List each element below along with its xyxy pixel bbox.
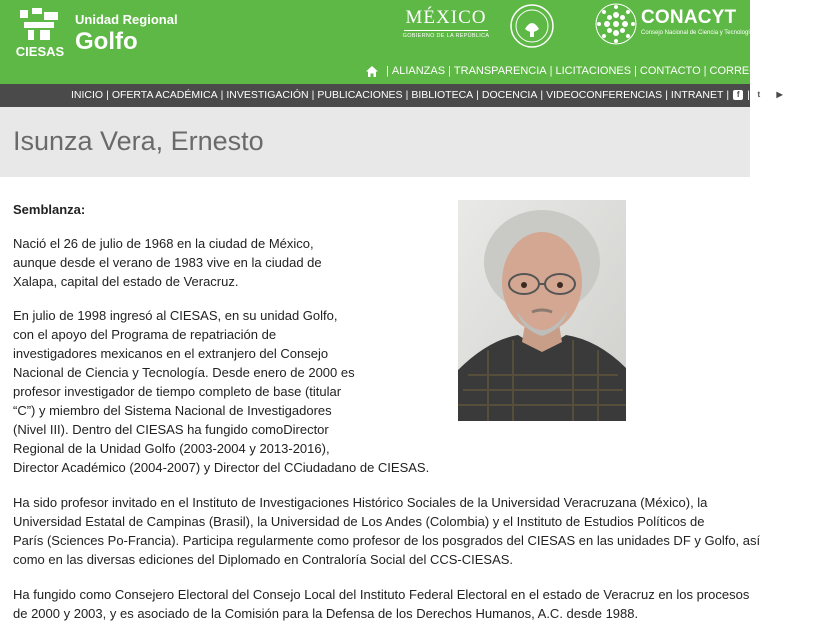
conacyt-title: CONACYT [641, 7, 737, 28]
separator: | [726, 89, 730, 101]
mexico-title: MÉXICO [405, 7, 487, 28]
top-link-alianzas[interactable]: ALIANZAS [391, 65, 446, 77]
svg-text:CIESAS: CIESAS [15, 44, 65, 59]
separator: | [311, 89, 315, 101]
mexico-subtitle: GOBIERNO DE LA REPÚBLICA [402, 33, 490, 39]
text-line: Ha sido profesor invitado en el Instituto de Investigaciones Histórico Sociales de la Universidad Veracruzana (México), la [13, 495, 708, 510]
gobierno-mexico-logo[interactable] [400, 8, 492, 40]
page-title: Isunza Vera, Ernesto [13, 126, 264, 156]
separator: | [767, 89, 771, 101]
separator: | [703, 65, 707, 77]
unit-title: Golfo [75, 28, 138, 55]
separator: | [220, 89, 224, 101]
separator: | [106, 89, 109, 101]
text-line: como en las diversas ediciones del Diplomado en Contraloría Social del CCS-CIESAS. [13, 552, 514, 567]
nav-docencia[interactable]: DOCENCIA [481, 89, 538, 101]
text-line: aunque desde el verano de 1983 vive en la ciudad de [13, 255, 322, 270]
section-label: Semblanza: [13, 202, 86, 217]
text-line: Universidad Estatal de Campinas (Brasil), la Universidad de Los Andes (Colombia) y el Instituto de Estudios Políticos de [13, 514, 705, 529]
portrait-photo [458, 200, 626, 421]
nav-biblioteca[interactable]: BIBLIOTECA [411, 89, 474, 101]
site-header [0, 0, 811, 84]
home-icon[interactable] [366, 66, 378, 77]
separator: | [634, 65, 637, 77]
national-seal-icon [509, 3, 555, 49]
nav-intranet[interactable]: INTRANET [670, 89, 724, 101]
conacyt-logo-icon[interactable] [595, 3, 637, 45]
nav-blog[interactable]: BLOG [794, 89, 824, 101]
text-line: Nacional de Ciencia y Tecnología. Desde enero de 2000 es [13, 365, 355, 380]
separator: | [448, 65, 451, 77]
text-line: Director Académico (2004-2007) y Director del CCiudadano de CIESAS. [13, 460, 430, 475]
text-line: París (Sciences Po-Francia). Participa regularmente como profesor de los posgrados del CIESAS en las unidades DF y Golfo, así [13, 533, 761, 548]
nav-investigacion[interactable]: INVESTIGACIÓN [226, 89, 309, 101]
unit-subtitle: Unidad Regional [75, 12, 178, 27]
separator: | [788, 89, 792, 101]
mexico-divider [404, 30, 488, 31]
top-links-bar [366, 65, 810, 77]
separator: | [405, 89, 409, 101]
text-line: profesor investigador de tiempo completo de base (titular [13, 384, 342, 399]
separator: | [549, 65, 553, 77]
separator: | [747, 89, 750, 101]
text-line: de 2000 y 2003, y es asociado de la Comisión para la Defensa de los Derechos Humanos, A.C. desde 1988. [13, 606, 639, 621]
paragraph-visiting [13, 493, 760, 569]
separator: | [540, 89, 544, 101]
nav-publicaciones[interactable]: PUBLICACIONES [317, 89, 403, 101]
top-link-licitaciones[interactable]: LICITACIONES [555, 65, 632, 77]
top-link-transparencia[interactable]: TRANSPARENCIA [453, 65, 547, 77]
text-line: investigadores mexicanos en el extranjero del Consejo [13, 346, 329, 361]
nav-videoconferencias[interactable]: VIDEOCONFERENCIAS [546, 89, 663, 101]
twitter-icon[interactable]: t [754, 90, 764, 100]
separator: | [386, 65, 389, 77]
text-line: (Nivel III). Dentro del CIESAS ha fungido comoDirector [13, 422, 329, 437]
nav-inicio[interactable]: INICIO [71, 89, 104, 101]
youtube-icon[interactable]: ▶ [776, 90, 783, 99]
top-link-contacto[interactable]: CONTACTO [639, 65, 701, 77]
main-nav [0, 84, 824, 107]
ciesas-logo[interactable] [14, 6, 66, 60]
separator: | [476, 89, 479, 101]
paragraph-electoral [13, 585, 749, 623]
text-line: Xalapa, capital del estado de Veracruz. [13, 274, 239, 289]
paragraph-career [13, 306, 429, 477]
facebook-icon[interactable]: f [733, 90, 743, 100]
nav-oferta-academica[interactable]: OFERTA ACADÉMICA [111, 89, 218, 101]
separator: | [665, 89, 668, 101]
conacyt-subtitle: Consejo Nacional de Ciencia y Tecnología [641, 30, 754, 36]
text-line: En julio de 1998 ingresó al CIESAS, en su unidad Golfo, [13, 308, 338, 323]
text-line: Ha fungido como Consejero Electoral del Consejo Local del Instituto Federal Electoral en el estado de Veracruz en los procesos [13, 587, 750, 602]
text-line: Nació el 26 de julio de 1968 en la ciudad de México, [13, 236, 314, 251]
text-line: Regional de la Unidad Golfo (2003-2004 y 2013-2016), [13, 441, 330, 456]
paragraph-birth [13, 234, 322, 291]
top-link-correo-interno[interactable]: CORREO INTERNO [709, 65, 811, 77]
text-line: “C”) y miembro del Sistema Nacional de Investigadores [13, 403, 332, 418]
text-line: con el apoyo del Programa de repatriación de [13, 327, 277, 342]
